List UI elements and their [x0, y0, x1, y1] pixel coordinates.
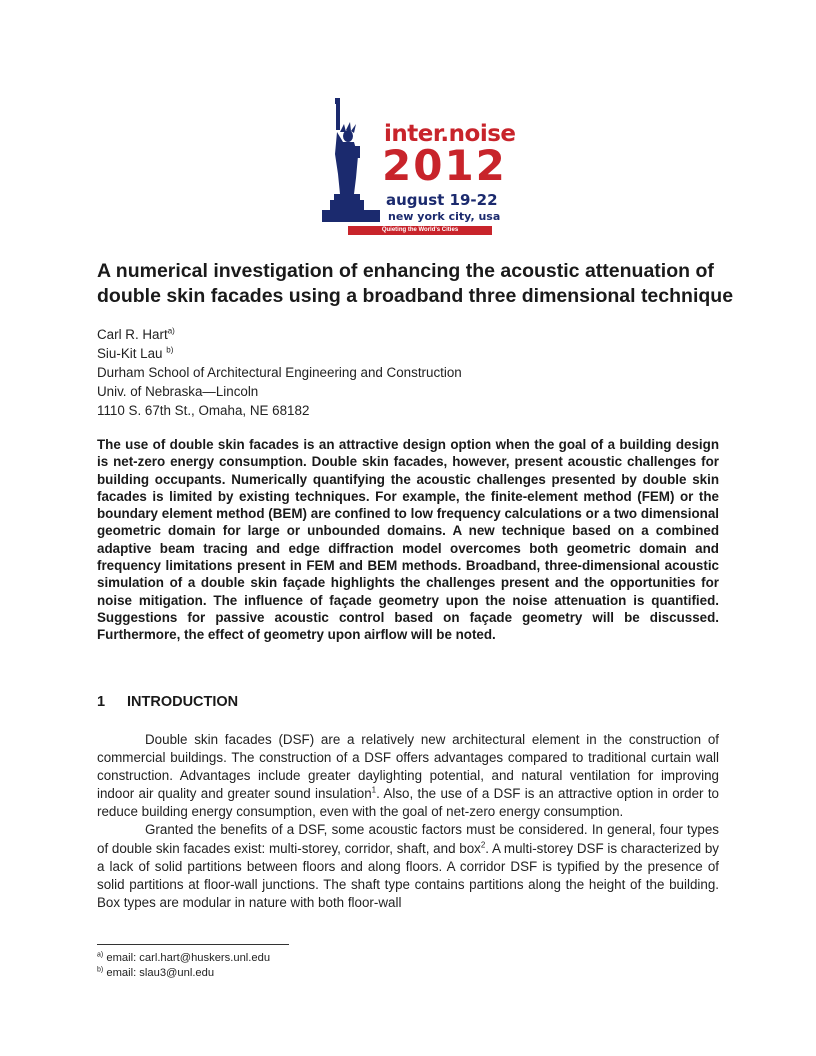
statue-of-liberty-icon — [318, 98, 380, 222]
paragraph-1 — [97, 731, 719, 821]
footnote-a-text: email: carl.hart@huskers.unl.edu — [103, 952, 271, 964]
title-line-2: double skin facades using a broadband three dimensional technique — [97, 285, 734, 307]
affiliation-1: Durham School of Architectural Engineering and Construction — [97, 365, 462, 380]
section-number: 1 — [97, 694, 106, 710]
paper-title — [97, 259, 737, 309]
citation-1: 1 — [371, 785, 377, 795]
paragraph-1-text-b: . Also, the use of a DSF is an attractive option in order to reduce building energy consumption, even with the goal of net-zero energy consumption. — [97, 786, 719, 820]
body-text — [97, 731, 719, 912]
paragraph-2-text-a: Granted the benefits of a DSF, some acoustic factors must be considered. In general, four types of double skin facades exist: multi-storey, corridor, shaft, and box — [97, 822, 719, 856]
author-1-mark: a) — [167, 326, 175, 336]
affiliation-2: Univ. of Nebraska—Lincoln — [97, 384, 259, 399]
author-2 — [97, 344, 462, 363]
logo-tagline: Quieting the World's Cities — [348, 226, 492, 235]
logo-dates: august 19-22 — [386, 191, 498, 209]
author-1-name: Carl R. Hart — [97, 327, 168, 342]
paragraph-2 — [97, 821, 719, 911]
footnote-b-mark: b) — [97, 966, 104, 974]
paragraph-1-text-a: Double skin facades (DSF) are a relatively new architectural element in the construction of commercial buildings. The construction of a DSF offers advantages compared to traditional curtain wall construction. Advantages include greater daylighting potential, and natural ventilation for improving indoor air quality and greater sound insulation — [97, 732, 719, 802]
logo-inter-noise: inter.noise — [384, 121, 516, 147]
section-title: INTRODUCTION — [127, 694, 239, 710]
footnote-a-mark: a) — [97, 951, 104, 959]
author-2-name: Siu-Kit Lau — [97, 346, 163, 361]
citation-2: 2 — [480, 840, 486, 850]
conference-logo — [318, 98, 516, 238]
footnote-a — [97, 951, 270, 966]
footnotes — [97, 951, 270, 981]
section-heading — [97, 694, 238, 710]
footnote-b-text: email: slau3@unl.edu — [103, 967, 215, 979]
title-line-1: A numerical investigation of enhancing the acoustic attenuation of — [97, 260, 714, 282]
paragraph-2-text-b: . A multi-storey DSF is characterized by a lack of solid partitions between floors and along floors. A corridor DSF is typified by the presence of solid partitions at floor-wall junctions. The shaft type contains partitions along the height of the building. Box types are modular in nature with both floor-wall — [97, 840, 719, 910]
footnote-divider — [97, 944, 289, 945]
footnote-b — [97, 966, 270, 981]
abstract: The use of double skin facades is an attractive design option when the goal of a building design is net-zero energy consumption. Double skin facades, however, present acoustic challenges for building occupants. Numerically quantifying the acoustic challenges presented by double skin facades is limited by existing techniques. For example, the finite-element method (FEM) or the boundary element method (BEM) are confined to low frequency calculations or a two dimensional geometric domain for large or unbounded domains. A new technique based on a combined adaptive beam tracing and edge diffraction model overcomes both geometric domain and frequency limitations present in FEM and BEM methods. Broadband, three-dimensional acoustic simulation of a double skin façade highlights the challenges present and the opportunities for noise mitigation. The influence of façade geometry upon the noise attenuation is quantified. Suggestions for passive acoustic control based on façade geometry will be discussed. Furthermore, the effect of geometry upon airflow will be noted. — [97, 437, 719, 643]
author-2-mark: b) — [166, 345, 174, 355]
author-1 — [97, 325, 462, 344]
author-block — [97, 325, 462, 420]
logo-location: new york city, usa — [388, 210, 501, 223]
logo-year: 2012 — [382, 141, 507, 190]
address: 1110 S. 67th St., Omaha, NE 68182 — [97, 403, 310, 418]
